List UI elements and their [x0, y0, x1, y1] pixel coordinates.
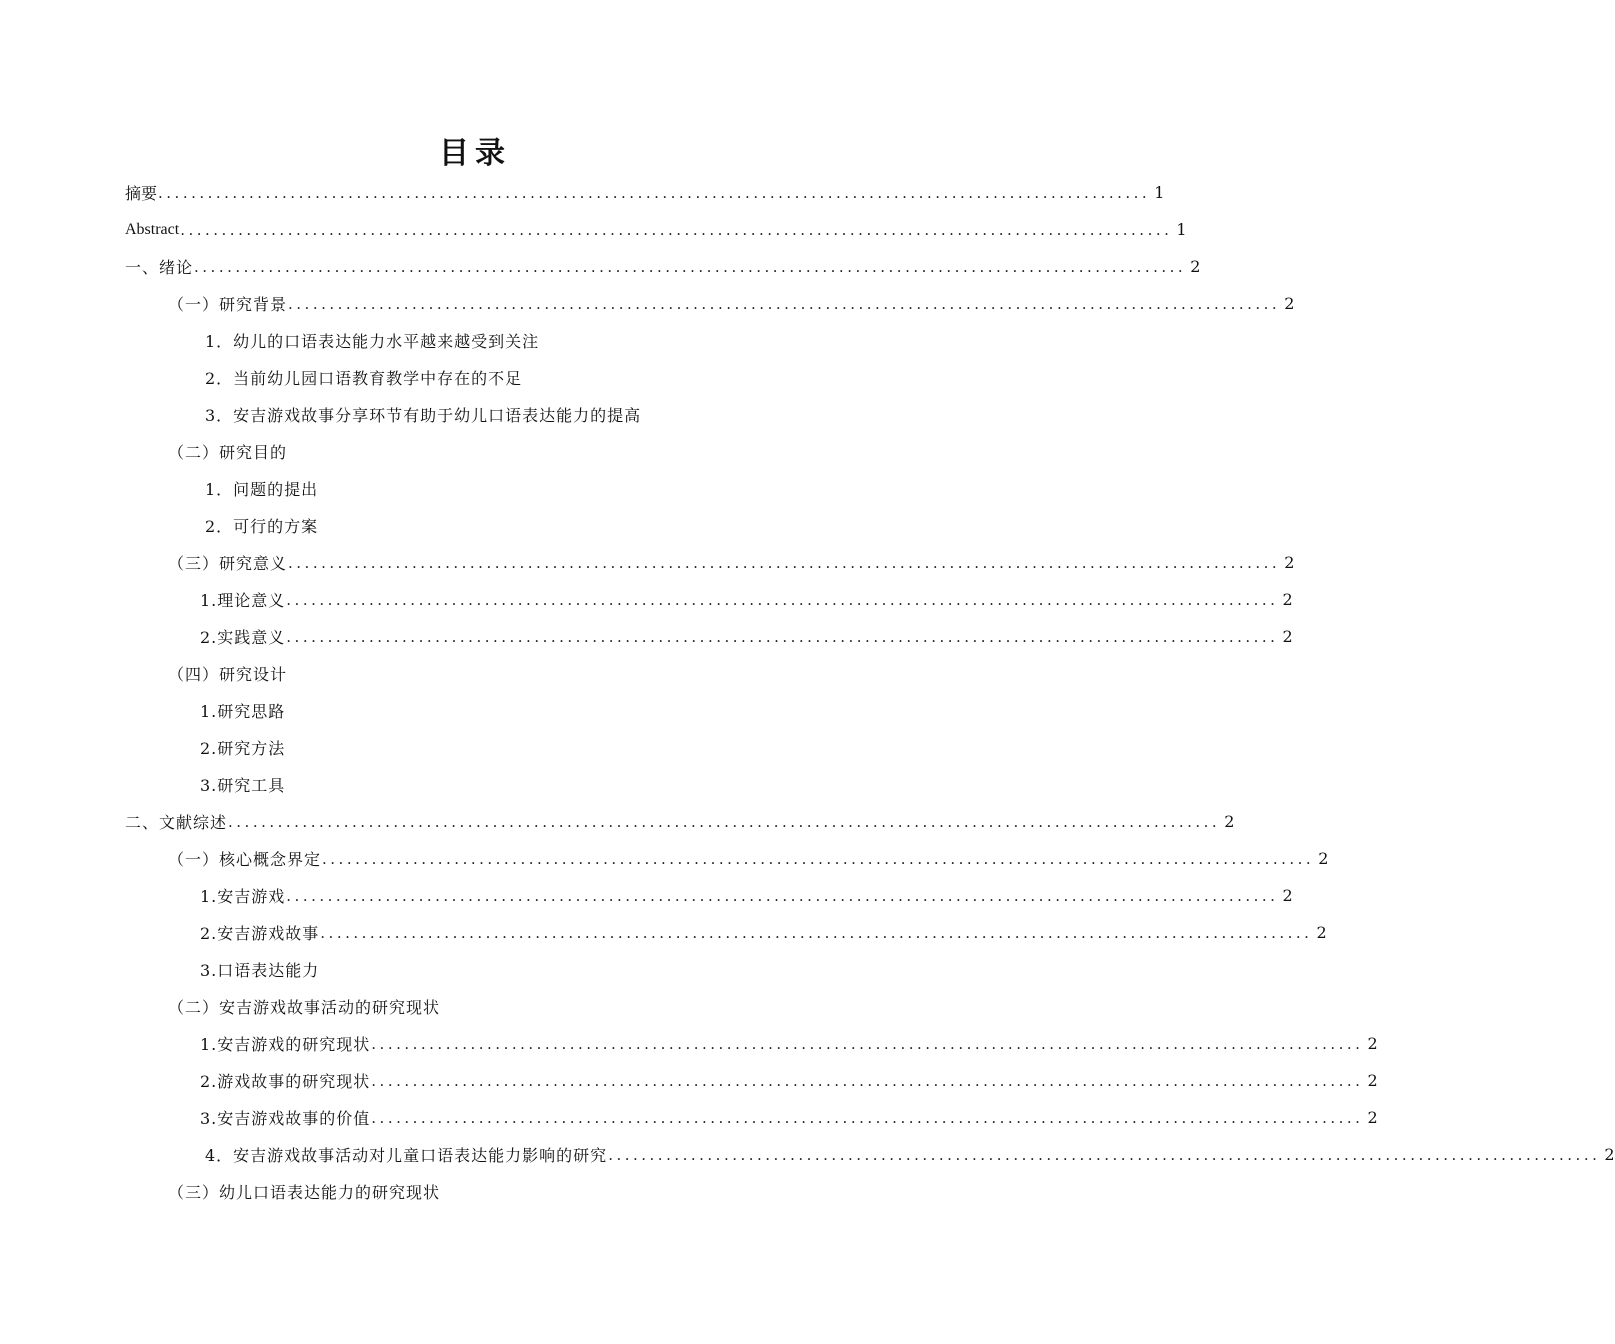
toc-entry-section[interactable] — [168, 285, 1295, 322]
toc-entry-label: 2.实践意义 — [200, 628, 286, 647]
toc-entry-label: 2.研究方法 — [200, 739, 286, 758]
toc-entry-label: 摘要 — [125, 186, 158, 203]
toc-leader-dots: ........................................................................................................................ — [322, 849, 1315, 868]
toc-page-number: 2 — [1282, 886, 1293, 905]
toc-leader-dots: ........................................................................................................................ — [286, 886, 1279, 905]
toc-page-number: 2 — [1604, 1145, 1615, 1164]
toc-leader-dots: ........................................................................................................................ — [228, 812, 1221, 831]
toc-entry-subsection[interactable] — [205, 507, 837, 544]
toc-entry-section[interactable] — [168, 988, 837, 1025]
toc-entry-label: 2．可行的方案 — [205, 517, 319, 536]
toc-page-number: 2 — [1367, 1071, 1378, 1090]
toc-entry-subsection[interactable] — [205, 359, 837, 396]
toc-entry-subsection[interactable] — [200, 618, 1293, 655]
toc-leader-dots: ........................................................................................................................ — [286, 590, 1279, 609]
toc-entry-label: （四）研究设计 — [168, 665, 288, 684]
toc-entry-label: 二、文献综述 — [125, 813, 228, 832]
toc-leader-dots: ........................................................................................................................ — [180, 220, 1173, 239]
toc-entry-label: （二）研究目的 — [168, 443, 288, 462]
toc-leader-dots: ........................................................................................................................ — [288, 294, 1281, 313]
toc-page-number: 2 — [1318, 849, 1329, 868]
toc-entry-abstract-cn[interactable] — [125, 174, 1165, 211]
toc-entry-label: （一）核心概念界定 — [168, 850, 322, 869]
toc-page-number: 2 — [1282, 590, 1293, 609]
toc-entry-label: 1.研究思路 — [200, 702, 286, 721]
toc-entry-subsection[interactable] — [205, 396, 837, 433]
toc-entry-label: （三）幼儿口语表达能力的研究现状 — [168, 1183, 441, 1202]
toc-entry-label: 4．安吉游戏故事活动对儿童口语表达能力影响的研究 — [205, 1146, 608, 1165]
toc-page-number: 2 — [1367, 1108, 1378, 1127]
toc-entry-subsection[interactable] — [200, 692, 837, 729]
toc-entry-subsection[interactable] — [200, 766, 837, 803]
toc-entry-subsection[interactable] — [205, 322, 837, 359]
toc-entry-abstract-en[interactable] — [125, 211, 1187, 248]
toc-leader-dots: ........................................................................................................................ — [286, 627, 1279, 646]
toc-leader-dots: ........................................................................................................................ — [158, 183, 1151, 202]
toc-page-number: 2 — [1190, 257, 1201, 276]
toc-entry-section[interactable] — [168, 1173, 837, 1210]
toc-entry-section[interactable] — [168, 433, 837, 470]
toc-entry-section[interactable] — [168, 840, 1329, 877]
toc-entry-subsection[interactable] — [200, 914, 1327, 951]
toc-leader-dots: ........................................................................................................................ — [320, 923, 1313, 942]
toc-entry-chapter-2[interactable] — [125, 803, 1235, 840]
toc-leader-dots: ........................................................................................................................ — [371, 1071, 1364, 1090]
toc-entry-label: Abstract — [125, 220, 180, 238]
toc-page-number: 1 — [1154, 183, 1165, 202]
toc-page-number: 2 — [1367, 1034, 1378, 1053]
toc-entry-label: 1.理论意义 — [200, 591, 286, 610]
toc-entry-subsection[interactable] — [200, 729, 837, 766]
toc-entry-subsection[interactable] — [200, 877, 1293, 914]
toc-entry-label: 3.安吉游戏故事的价值 — [200, 1109, 371, 1128]
toc-page-number: 2 — [1316, 923, 1327, 942]
toc-entry-subsection[interactable] — [200, 1062, 1378, 1099]
toc-entry-section[interactable] — [168, 544, 1295, 581]
toc-leader-dots: ........................................................................................................................ — [371, 1034, 1364, 1053]
toc-page-number: 2 — [1224, 812, 1235, 831]
toc-entry-label: 2.游戏故事的研究现状 — [200, 1072, 371, 1091]
toc-page-number: 2 — [1282, 627, 1293, 646]
toc-entry-label: 1．幼儿的口语表达能力水平越来越受到关注 — [205, 332, 540, 351]
toc-leader-dots: ........................................................................................................................ — [608, 1145, 1601, 1164]
toc-entry-label: 2.安吉游戏故事 — [200, 924, 320, 943]
toc-entry-label: 3．安吉游戏故事分享环节有助于幼儿口语表达能力的提高 — [205, 406, 642, 425]
toc-page-number: 2 — [1284, 553, 1295, 572]
toc-entry-label: 1．问题的提出 — [205, 480, 319, 499]
toc-entry-subsection[interactable] — [200, 1025, 1378, 1062]
toc-entry-label: （二）安吉游戏故事活动的研究现状 — [168, 998, 441, 1017]
toc-entry-label: 一、绪论 — [125, 258, 194, 277]
toc-entry-subsection[interactable] — [205, 470, 837, 507]
toc-entry-subsection[interactable] — [200, 581, 1293, 618]
toc-leader-dots: ........................................................................................................................ — [194, 257, 1187, 276]
toc-entry-label: 2．当前幼儿园口语教育教学中存在的不足 — [205, 369, 523, 388]
toc-entry-label: 3.研究工具 — [200, 776, 286, 795]
page-title: 目录 — [439, 136, 511, 171]
toc-entry-label: 1.安吉游戏 — [200, 887, 286, 906]
toc-leader-dots: ........................................................................................................................ — [288, 553, 1281, 572]
toc-page-number: 2 — [1284, 294, 1295, 313]
toc-entry-subsection[interactable] — [200, 1099, 1378, 1136]
toc-leader-dots: ........................................................................................................................ — [371, 1108, 1364, 1127]
toc-entry-label: （三）研究意义 — [168, 554, 288, 573]
toc-entry-label: 3.口语表达能力 — [200, 961, 320, 980]
toc-entry-subsection[interactable] — [200, 951, 837, 988]
toc-entry-subsection[interactable] — [205, 1136, 1615, 1173]
toc-entry-chapter-1[interactable] — [125, 248, 1201, 285]
toc-entry-label: （一）研究背景 — [168, 295, 288, 314]
toc-page-number: 1 — [1176, 220, 1187, 239]
toc-entry-label: 1.安吉游戏的研究现状 — [200, 1035, 371, 1054]
toc-entry-section[interactable] — [168, 655, 837, 692]
